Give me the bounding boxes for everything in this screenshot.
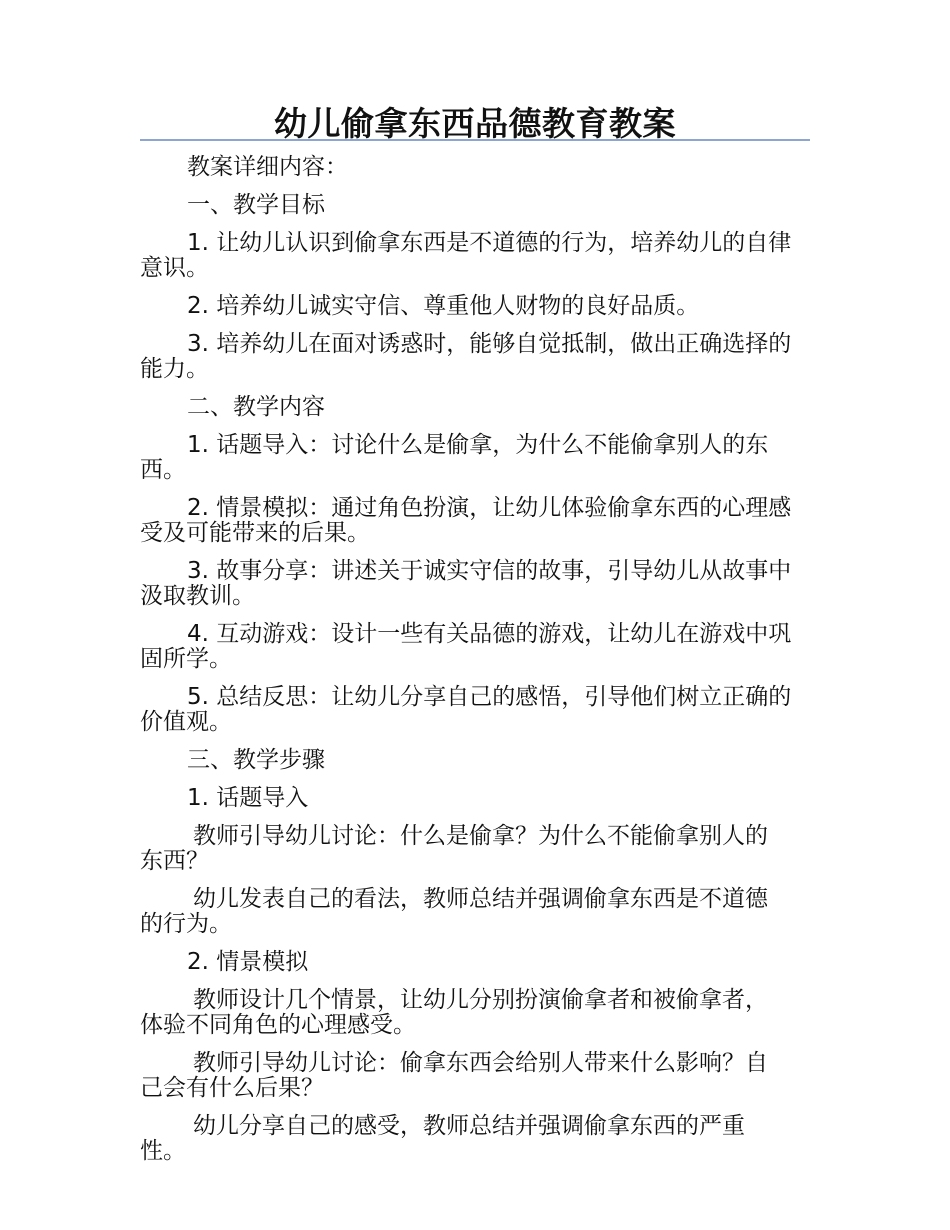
section-heading-objectives: 一、教学目标 [187,192,325,218]
content-item: 4. 互动游戏：设计一些有关品德的游戏，让幼儿在游戏中巩固所学。 [140,621,792,672]
step-heading: 1. 话题导入 [187,785,309,811]
section-heading-content: 二、教学内容 [187,394,325,420]
section-heading-steps: 三、教学步骤 [187,747,325,773]
document-page [140,0,810,1230]
document-title: 幼儿偷拿东西品德教育教案 [274,104,676,143]
objective-item: 3. 培养幼儿在面对诱惑时，能够自觉抵制，做出正确选择的能力。 [140,331,792,382]
document-body [140,155,810,1177]
step-detail: 幼儿分享自己的感受，教师总结并强调偷拿东西的严重性。 [140,1113,745,1164]
step-detail: 教师引导幼儿讨论：什么是偷拿？为什么不能偷拿别人的东西？ [140,823,768,874]
objective-item: 2. 培养幼儿诚实守信、尊重他人财物的良好品质。 [187,293,700,319]
step-detail: 幼儿发表自己的看法，教师总结并强调偷拿东西是不道德的行为。 [140,886,768,937]
content-item: 3. 故事分享：讲述关于诚实守信的故事，引导幼儿从故事中汲取教训。 [140,558,792,609]
step-heading: 2. 情景模拟 [187,949,309,975]
content-item: 1. 话题导入：讨论什么是偷拿，为什么不能偷拿别人的东西。 [140,432,769,483]
objective-item: 1. 让幼儿认识到偷拿东西是不道德的行为，培养幼儿的自律意识。 [140,230,792,281]
content-item: 2. 情景模拟：通过角色扮演，让幼儿体验偷拿东西的心理感受及可能带来的后果。 [140,495,792,546]
content-item: 5. 总结反思：让幼儿分享自己的感悟，引导他们树立正确的价值观。 [140,684,792,735]
title-underline [140,139,810,141]
step-detail: 教师引导幼儿讨论：偷拿东西会给别人带来什么影响？自己会有什么后果？ [140,1050,768,1101]
step-detail: 教师设计几个情景，让幼儿分别扮演偷拿者和被偷拿者，体验不同角色的心理感受。 [140,987,768,1038]
intro-label: 教案详细内容： [187,154,348,180]
